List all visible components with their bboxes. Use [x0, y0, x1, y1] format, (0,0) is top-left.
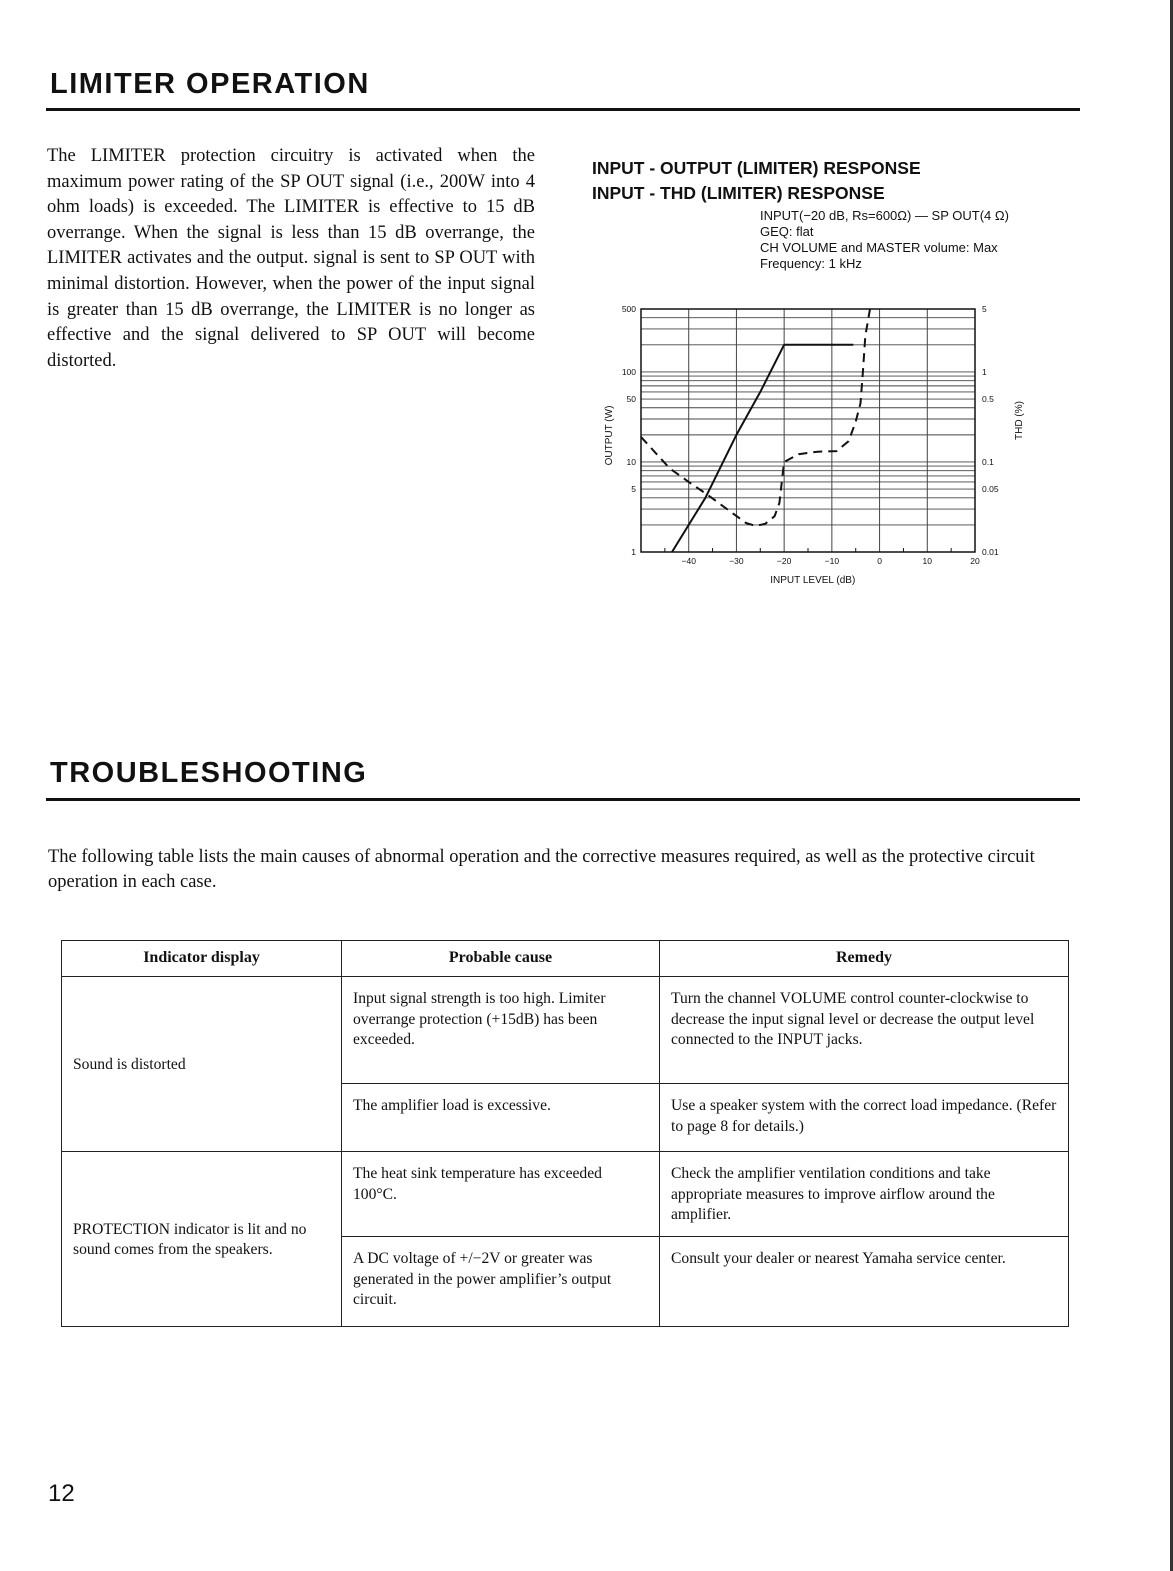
section-title-troubleshooting: TROUBLESHOOTING	[50, 757, 368, 789]
x-tick-label: 10	[922, 556, 933, 566]
limiter-description: The LIMITER protection circuitry is activated when the maximum power rating of the SP OUT signal (i.e., 200W into 4 ohm loads) is exceeded. The LIMITER is effective to 15 dB overrange. When the signal is less than 15 dB overrange, the LIMITER activates and the output. signal is sent to SP OUT with minimal distortion. However, when the power of the input signal is greater than 15 dB overrange, the LIMITER is no longer as effective and the signal delivered to SP OUT will become distorted.	[47, 146, 535, 371]
table-row	[62, 1152, 1069, 1237]
indicator-cell: PROTECTION indicator is lit and no sound comes from the speakers.	[62, 1152, 342, 1327]
column-header-remedy: Remedy	[660, 941, 1069, 977]
x-tick-label: −10	[824, 556, 840, 566]
y-tick-label: 5	[631, 484, 636, 495]
x-tick-label: 20	[970, 556, 980, 566]
y-axis-label: OUTPUT (W)	[604, 405, 615, 466]
x-tick-label: −20	[776, 556, 792, 566]
section-divider	[46, 108, 1080, 111]
table-header-row	[62, 941, 1069, 977]
section-divider	[46, 798, 1080, 801]
chart-condition-frequency: Frequency: 1 kHz	[760, 256, 862, 271]
column-header-indicator: Indicator display	[62, 941, 342, 977]
remedy-cell: Check the amplifier ventilation conditions and take appropriate measures to improve airflow around the amplifier.	[660, 1152, 1069, 1237]
chart-condition-input: INPUT(−20 dB, Rs=600Ω) — SP OUT(4 Ω)	[760, 208, 1009, 223]
chart-title-output: INPUT - OUTPUT (LIMITER) RESPONSE	[592, 158, 921, 178]
y2-tick-label: 0.01	[982, 547, 999, 557]
cause-cell: The amplifier load is excessive.	[342, 1084, 660, 1152]
y-tick-label: 10	[626, 456, 636, 467]
section-title-limiter-operation: LIMITER OPERATION	[50, 68, 370, 100]
x-tick-label: 0	[877, 556, 882, 566]
cause-cell: The heat sink temperature has exceeded 100°C.	[342, 1152, 660, 1237]
chart-condition-geq: GEQ: flat	[760, 224, 814, 239]
y2-tick-label: 0.1	[982, 456, 994, 467]
y-tick-label: 500	[621, 304, 636, 314]
y-tick-label: 50	[626, 394, 636, 405]
table-row	[62, 977, 1069, 1084]
x-tick-label: −30	[729, 556, 744, 566]
chart-condition-volume: CH VOLUME and MASTER volume: Max	[760, 240, 998, 255]
y2-tick-label: 0.5	[982, 394, 994, 405]
y-tick-label: 1	[631, 547, 636, 557]
y2-tick-label: 5	[982, 304, 987, 314]
remedy-cell: Use a speaker system with the correct load impedance. (Refer to page 8 for details.)	[660, 1084, 1069, 1152]
indicator-cell: Sound is distorted	[62, 977, 342, 1152]
x-tick-label: −40	[681, 556, 696, 566]
chart-title-thd: INPUT - THD (LIMITER) RESPONSE	[592, 183, 885, 203]
y2-tick-label: 0.05	[982, 484, 999, 495]
troubleshooting-intro: The following table lists the main causes of abnormal operation and the corrective measures required, as well as the protective circuit operation in each case.	[48, 847, 1035, 892]
thd-curve	[641, 309, 870, 526]
remedy-cell: Consult your dealer or nearest Yamaha service center.	[660, 1237, 1069, 1327]
column-header-cause: Probable cause	[342, 941, 660, 977]
y-tick-label: 100	[621, 366, 636, 377]
cause-cell: A DC voltage of +/−2V or greater was generated in the power amplifier’s output circuit.	[342, 1237, 660, 1327]
x-axis-label: INPUT LEVEL (dB)	[770, 575, 856, 586]
cause-cell: Input signal strength is too high. Limiter overrange protection (+15dB) has been exceeded.	[342, 977, 660, 1084]
limiter-response-chart	[590, 295, 1050, 595]
troubleshooting-table	[61, 940, 1069, 1327]
y2-axis-label: THD (%)	[1014, 401, 1025, 440]
y2-tick-label: 1	[982, 366, 987, 377]
page-number: 12	[48, 1480, 75, 1507]
remedy-cell: Turn the channel VOLUME control counter-clockwise to decrease the input signal level or decrease the output level connected to the INPUT jacks.	[660, 977, 1069, 1084]
